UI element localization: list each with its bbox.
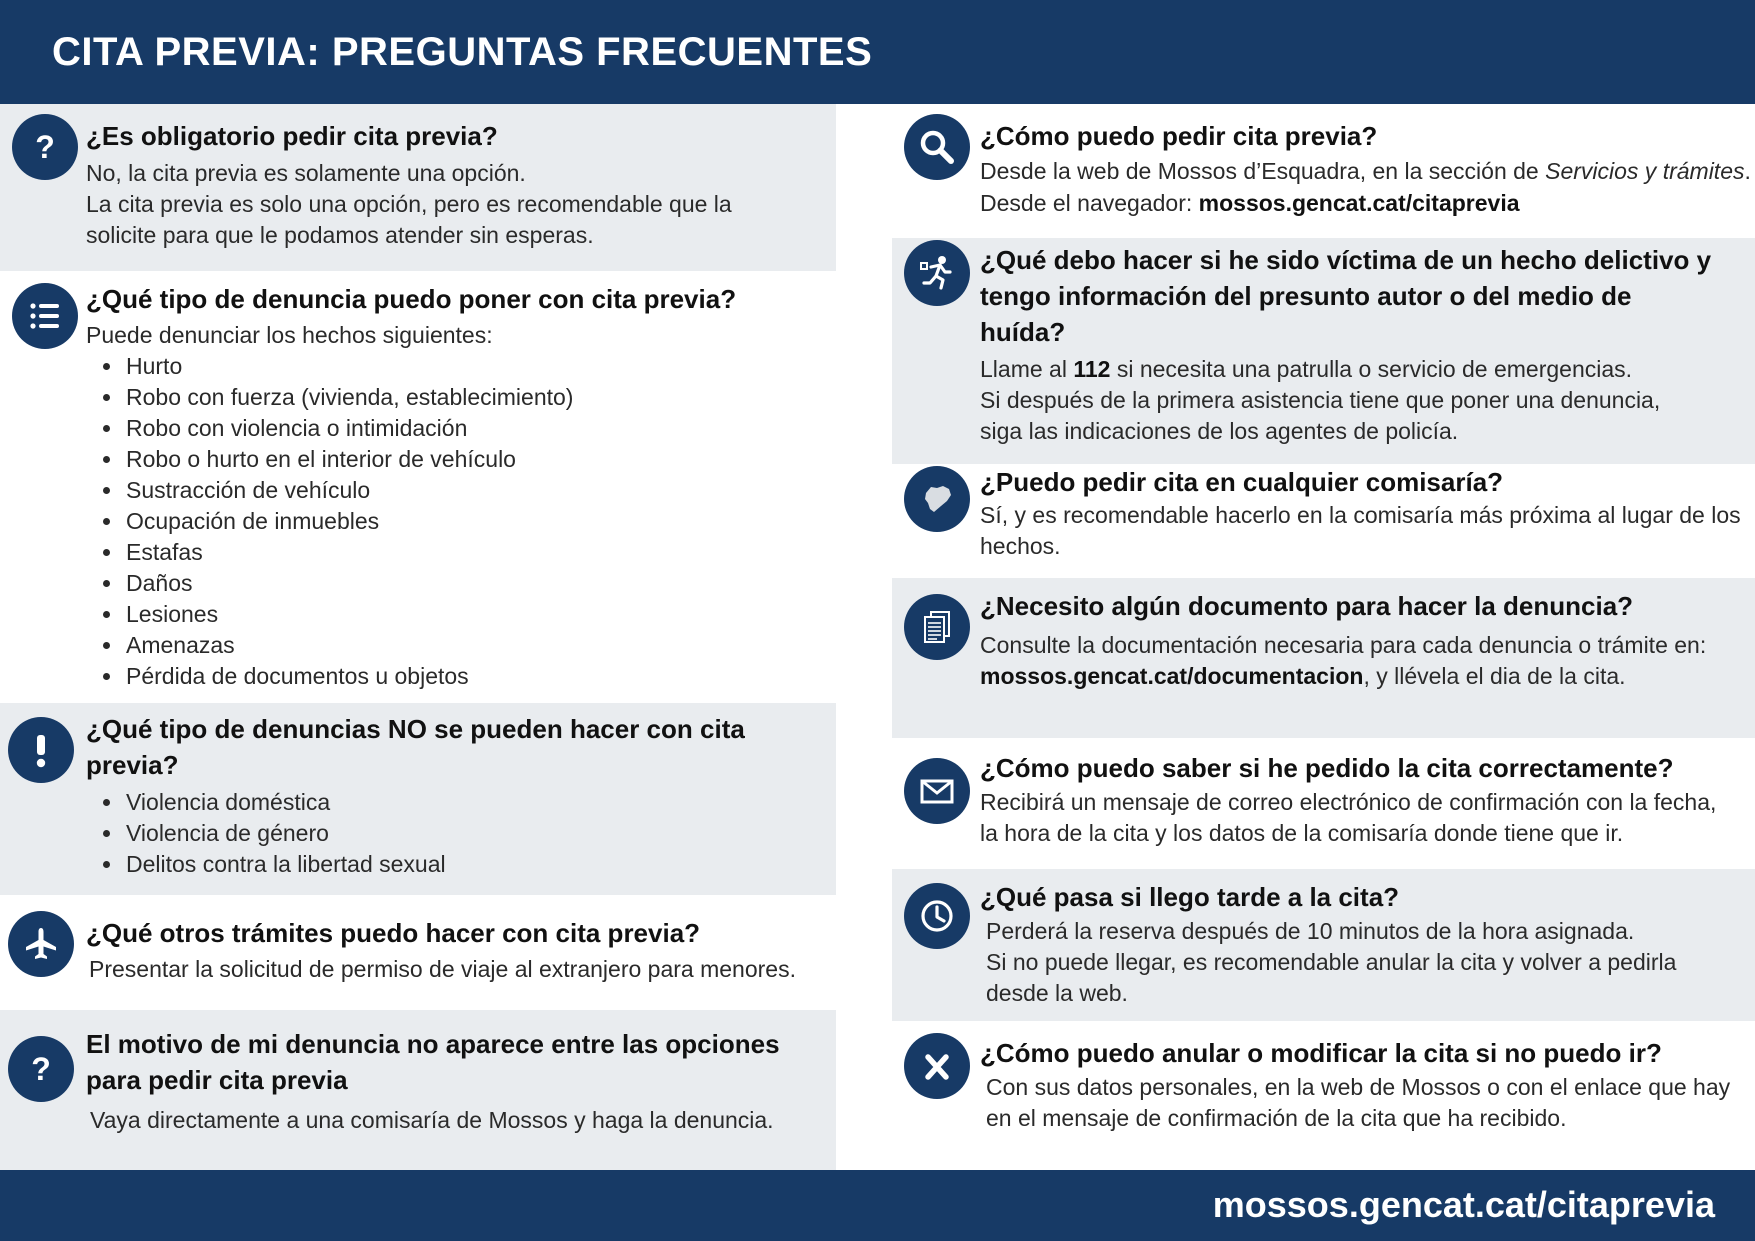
list-icon bbox=[12, 283, 78, 349]
faq-question: ¿Qué otros trámites puedo hacer con cita previa? bbox=[86, 918, 701, 948]
exclamation-icon bbox=[8, 717, 74, 783]
faq-answer: siga las indicaciones de los agentes de policía. bbox=[980, 418, 1459, 444]
faq-answer: Perderá la reserva después de 10 minutos de la hora asignada. bbox=[986, 918, 1635, 944]
faq-answer: Llame al 112 si necesita una patrulla o servicio de emergencias. bbox=[980, 356, 1633, 382]
faq-any-station bbox=[892, 464, 1755, 578]
faq-answer: en el mensaje de confirmación de la cita que ha recibido. bbox=[986, 1105, 1567, 1131]
faq-question: ¿Qué pasa si llego tarde a la cita? bbox=[980, 882, 1400, 912]
airplane-icon bbox=[8, 911, 74, 977]
question-icon bbox=[12, 114, 78, 180]
faq-answer: solicite para que le podamos atender sin esperas. bbox=[86, 222, 594, 248]
faq-question: ¿Cómo puedo pedir cita previa? bbox=[980, 121, 1378, 151]
clock-icon bbox=[904, 883, 970, 949]
faq-answer: Puede denunciar los hechos siguientes: bbox=[86, 322, 493, 348]
list-item: • Daños bbox=[124, 568, 573, 599]
list-item: • Robo con fuerza (vivienda, establecimiento) bbox=[124, 382, 573, 413]
list-item: • Robo o hurto en el interior de vehículo bbox=[124, 444, 573, 475]
faq-how-to-request bbox=[892, 104, 1755, 238]
faq-answer: Desde la web de Mossos d’Esquadra, en la sección de Servicios y trámites. bbox=[980, 158, 1751, 184]
faq-answer: La cita previa es solo una opción, pero es recomendable que la bbox=[86, 191, 732, 217]
faq-question: ¿Cómo puedo saber si he pedido la cita correctamente? bbox=[980, 753, 1674, 783]
faq-answer: Presentar la solicitud de permiso de viaje al extranjero para menores. bbox=[89, 956, 796, 982]
list-item: • Sustracción de vehículo bbox=[124, 475, 573, 506]
faq-answer: mossos.gencat.cat/documentacion, y llévela el dia de la cita. bbox=[980, 663, 1626, 689]
catalonia-map-icon bbox=[904, 466, 970, 532]
faq-question: ¿Puedo pedir cita en cualquier comisaría? bbox=[980, 467, 1504, 497]
faq-mandatory bbox=[0, 104, 836, 271]
faq-late bbox=[892, 869, 1755, 1021]
faq-other-procedures bbox=[0, 895, 836, 1010]
documentacion-link[interactable]: mossos.gencat.cat/documentacion bbox=[980, 663, 1364, 689]
running-person-icon bbox=[904, 240, 970, 306]
faq-answer: Sí, y es recomendable hacerlo en la comisaría más próxima al lugar de los bbox=[980, 502, 1741, 528]
citaprevia-link[interactable]: mossos.gencat.cat/citaprevia bbox=[1198, 190, 1520, 216]
search-icon bbox=[904, 114, 970, 180]
faq-question: ¿Necesito algún documento para hacer la denuncia? bbox=[980, 591, 1634, 621]
list-item: • Violencia doméstica bbox=[124, 787, 446, 818]
excluded-list bbox=[86, 787, 446, 880]
faq-question: previa? bbox=[86, 750, 179, 780]
list-item: • Pérdida de documentos u objetos bbox=[124, 661, 573, 692]
faq-question: para pedir cita previa bbox=[86, 1065, 348, 1095]
svg-text:?: ? bbox=[35, 129, 55, 165]
faq-question: ¿Qué tipo de denuncias NO se pueden hacer con cita bbox=[86, 714, 745, 744]
faq-answer: Si no puede llegar, es recomendable anular la cita y volver a pedirla bbox=[986, 949, 1677, 975]
faq-answer: Con sus datos personales, en la web de Mossos o con el enlace que hay bbox=[986, 1074, 1731, 1100]
faq-report-types bbox=[0, 271, 836, 703]
list-item: • Amenazas bbox=[124, 630, 573, 661]
faq-answer: No, la cita previa es solamente una opción. bbox=[86, 160, 526, 186]
list-item: • Ocupación de inmuebles bbox=[124, 506, 573, 537]
report-type-list bbox=[86, 351, 573, 692]
faq-answer: Desde el navegador: mossos.gencat.cat/citaprevia bbox=[980, 190, 1520, 216]
page-header bbox=[0, 0, 1755, 104]
envelope-icon bbox=[904, 758, 970, 824]
faq-answer: Vaya directamente a una comisaría de Mossos y haga la denuncia. bbox=[90, 1107, 774, 1133]
page-title: CITA PREVIA: PREGUNTAS FRECUENTES bbox=[52, 30, 873, 74]
faq-victim-info bbox=[892, 238, 1755, 464]
faq-question: ¿Es obligatorio pedir cita previa? bbox=[86, 121, 498, 151]
list-item: • Hurto bbox=[124, 351, 573, 382]
faq-reason-missing bbox=[0, 1010, 836, 1170]
cancel-x-icon bbox=[904, 1033, 970, 1099]
faq-answer: hechos. bbox=[980, 533, 1061, 559]
faq-confirmation bbox=[892, 738, 1755, 869]
faq-question: El motivo de mi denuncia no aparece entre las opciones bbox=[86, 1029, 780, 1059]
faq-answer: la hora de la cita y los datos de la comisaría donde tiene que ir. bbox=[980, 820, 1624, 846]
faq-question: tengo información del presunto autor o del medio de bbox=[980, 281, 1632, 311]
list-item: • Estafas bbox=[124, 537, 573, 568]
faq-answer: Recibirá un mensaje de correo electrónico de confirmación con la fecha, bbox=[980, 789, 1717, 815]
svg-text:?: ? bbox=[31, 1051, 51, 1087]
faq-answer: Si después de la primera asistencia tiene que poner una denuncia, bbox=[980, 387, 1661, 413]
page-footer bbox=[0, 1170, 1755, 1241]
faq-question: huída? bbox=[980, 317, 1066, 347]
faq-answer: desde la web. bbox=[986, 980, 1128, 1006]
faq-question: ¿Qué tipo de denuncia puedo poner con cita previa? bbox=[86, 284, 737, 314]
faq-question: ¿Cómo puedo anular o modificar la cita si no puedo ir? bbox=[980, 1038, 1662, 1068]
footer-url-link[interactable]: mossos.gencat.cat/citaprevia bbox=[1212, 1184, 1715, 1225]
faq-answer: Consulte la documentación necesaria para cada denuncia o trámite en: bbox=[980, 632, 1707, 658]
list-item: • Violencia de género bbox=[124, 818, 446, 849]
list-item: • Lesiones bbox=[124, 599, 573, 630]
faq-not-allowed bbox=[0, 703, 836, 895]
faq-cancel bbox=[892, 1021, 1755, 1170]
document-icon bbox=[904, 594, 970, 660]
question-icon bbox=[8, 1036, 74, 1102]
faq-question: ¿Qué debo hacer si he sido víctima de un hecho delictivo y bbox=[980, 245, 1712, 275]
faq-documents bbox=[892, 578, 1755, 738]
list-item: • Robo con violencia o intimidación bbox=[124, 413, 573, 444]
list-item: • Delitos contra la libertad sexual bbox=[124, 849, 446, 880]
